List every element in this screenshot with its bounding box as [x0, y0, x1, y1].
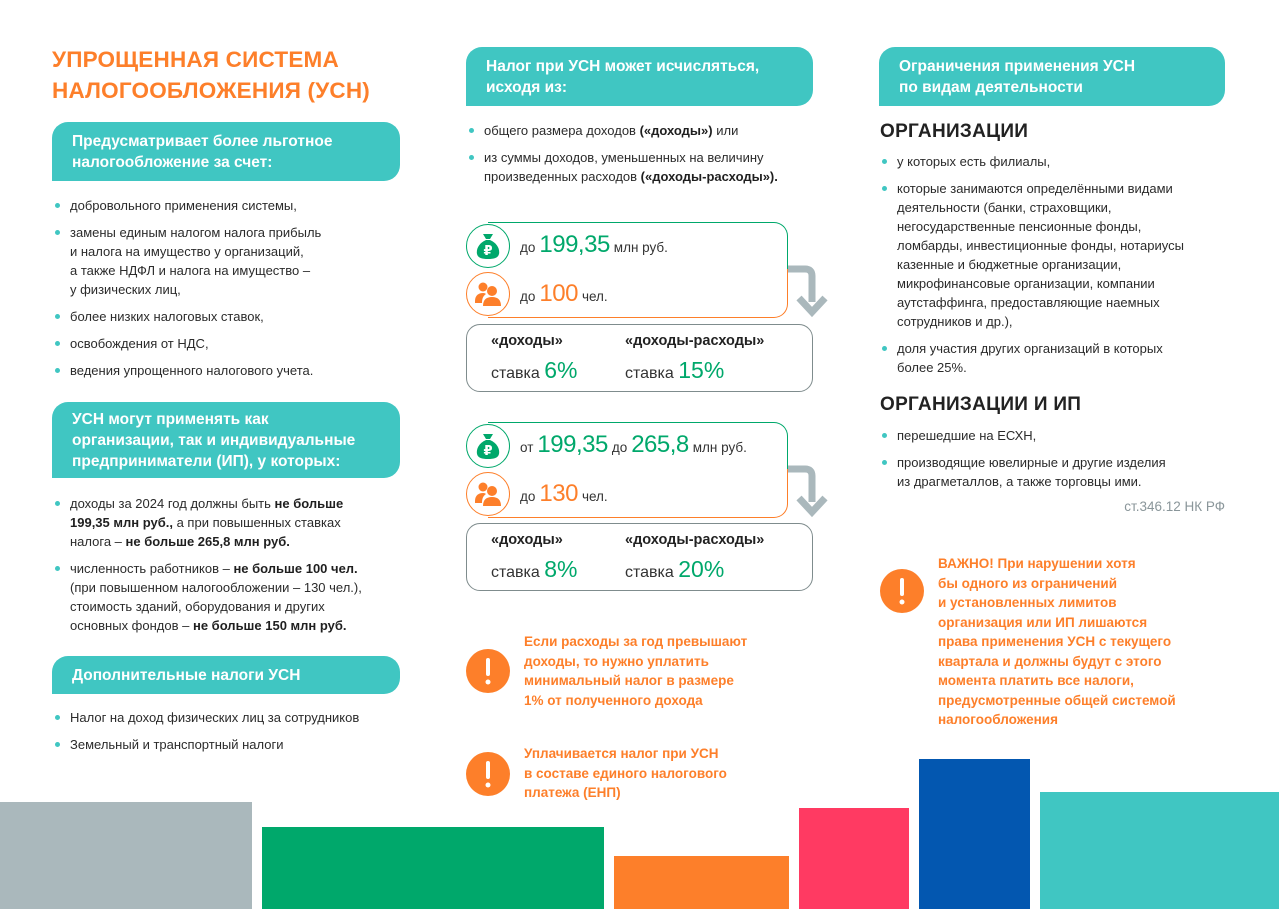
list-item: освобождения от НДС, — [53, 334, 423, 353]
income-limit: до 199,35 млн руб. — [520, 231, 668, 258]
list-item: добровольного применения системы, — [53, 196, 423, 215]
list-item: Земельный и транспортный налоги — [53, 735, 433, 754]
staff-limit: до 100 чел. — [520, 280, 608, 307]
rate-value: ставка 6% — [491, 357, 578, 383]
badge-text: Дополнительные налоги УСН — [72, 666, 301, 684]
list-item: которые занимаются определёнными видами деятельности (банки, страховщики, негосударственные пенсионные фонды, ломбарды, инвестиционные фонды, нотариусы казенные и бюджетные организации, микрофинансовые организации, компании аутстаффинга, предоставляющие наемных сотрудников и др.), — [880, 179, 1250, 331]
rate-label: «доходы-расходы» — [625, 532, 765, 548]
limits-block-2 — [466, 422, 788, 518]
list-item: из суммы доходов, уменьшенных на величину произведенных расходов («доходы-расходы»). — [467, 148, 837, 186]
list-item: ведения упрощенного налогового учета. — [53, 361, 423, 380]
calculation-badge — [466, 47, 813, 106]
warning-icon — [880, 569, 924, 613]
income-limit: от 199,35 до 265,8 млн руб. — [520, 431, 747, 458]
min-tax-warning: Если расходы за год превышают доходы, то нужно уплатить минимальный налог в размере 1% от полученного дохода — [524, 634, 748, 708]
rates-box-2 — [466, 523, 813, 591]
enp-warning: Уплачивается налог при УСН в составе единого налогового платежа (ЕНП) — [524, 746, 727, 800]
arrow-down-icon — [786, 462, 830, 522]
people-icon — [466, 472, 510, 516]
warning-icon — [466, 752, 510, 796]
badge-text: исходя из: — [486, 78, 568, 96]
list-item: общего размера доходов («доходы») или — [467, 121, 837, 140]
badge-text: организации, так и индивидуальные — [72, 431, 356, 449]
eligibility-list — [53, 494, 433, 635]
list-item: перешедшие на ЕСХН, — [880, 426, 1250, 445]
decor-bar-green — [262, 827, 604, 909]
decor-bar-gray — [0, 802, 252, 909]
organizations-heading: ОРГАНИЗАЦИИ — [880, 121, 1029, 142]
list-item: производящие ювелирные и другие изделия из драгметаллов, а также торговцы ими. — [880, 453, 1250, 491]
list-item: у которых есть филиалы, — [880, 152, 1250, 171]
decor-bar-orange — [614, 856, 789, 909]
title-line: УПРОЩЕННАЯ СИСТЕМА — [52, 47, 339, 72]
people-icon — [466, 272, 510, 316]
list-item: доля участия других организаций в которых более 25%. — [880, 339, 1250, 377]
list-item: замены единым налогом налога прибыль и налога на имущество у организаций, а также НДФЛ и налога на имущество – у физических лиц, — [53, 223, 423, 299]
organizations-ip-list — [880, 426, 1250, 491]
benefits-list — [53, 196, 423, 380]
list-item: доходы за 2024 год должны быть не больше 199,35 млн руб., а при повышенных ставках налога – не больше 265,8 млн руб. — [53, 494, 433, 551]
arrow-down-icon — [786, 262, 830, 322]
page-title — [52, 44, 432, 106]
badge-text: налогообложение за счет: — [72, 153, 273, 171]
rate-label: «доходы» — [491, 333, 563, 349]
important-warning: ВАЖНО! При нарушении хотя бы одного из ограничений и установленных лимитов организация или ИП лишаются права применения УСН с текущего квартала и должны будут с этого момента платить все налоги, предусмотренные общей системой налогообложения — [938, 556, 1176, 727]
additional-taxes-list — [53, 708, 433, 754]
badge-text: Налог при УСН может исчисляться, — [486, 57, 760, 75]
money-bag-icon — [466, 224, 510, 268]
calculation-list — [467, 121, 837, 186]
rate-value: ставка 20% — [625, 556, 725, 582]
rates-box-1 — [466, 324, 813, 392]
badge-text: предприниматели (ИП), у которых: — [72, 452, 341, 470]
rate-value: ставка 15% — [625, 357, 725, 383]
benefits-badge — [52, 122, 400, 181]
list-item: Налог на доход физических лиц за сотрудников — [53, 708, 433, 727]
rate-label: «доходы» — [491, 532, 563, 548]
restrictions-badge — [879, 47, 1225, 106]
rate-label: «доходы-расходы» — [625, 333, 765, 349]
badge-text: УСН могут применять как — [72, 410, 269, 428]
additional-taxes-badge — [52, 656, 400, 694]
warning-icon — [466, 649, 510, 693]
money-bag-icon — [466, 424, 510, 468]
list-item: более низких налоговых ставок, — [53, 307, 423, 326]
decor-bar-blue — [919, 759, 1030, 909]
organizations-ip-heading: ОРГАНИЗАЦИИ И ИП — [880, 394, 1082, 415]
badge-text: по видам деятельности — [899, 78, 1083, 96]
badge-text: Ограничения применения УСН — [899, 57, 1136, 75]
svg-text:₽: ₽ — [483, 444, 493, 459]
svg-text:₽: ₽ — [483, 244, 493, 259]
rate-value: ставка 8% — [491, 556, 578, 582]
decor-bar-teal — [1040, 792, 1279, 909]
staff-limit: до 130 чел. — [520, 480, 608, 507]
organizations-list — [880, 152, 1250, 377]
limits-block-1 — [466, 222, 788, 318]
eligibility-badge — [52, 402, 400, 478]
decor-bar-pink — [799, 808, 909, 909]
badge-text: Предусматривает более льготное — [72, 132, 333, 150]
list-item: численность работников – не больше 100 чел. (при повышенном налогообложении – 130 чел.), стоимость зданий, оборудования и других основных фондов – не больше 150 млн руб. — [53, 559, 433, 635]
title-line: НАЛОГООБЛОЖЕНИЯ (УСН) — [52, 78, 370, 103]
law-reference: ст.346.12 НК РФ — [1124, 499, 1225, 514]
